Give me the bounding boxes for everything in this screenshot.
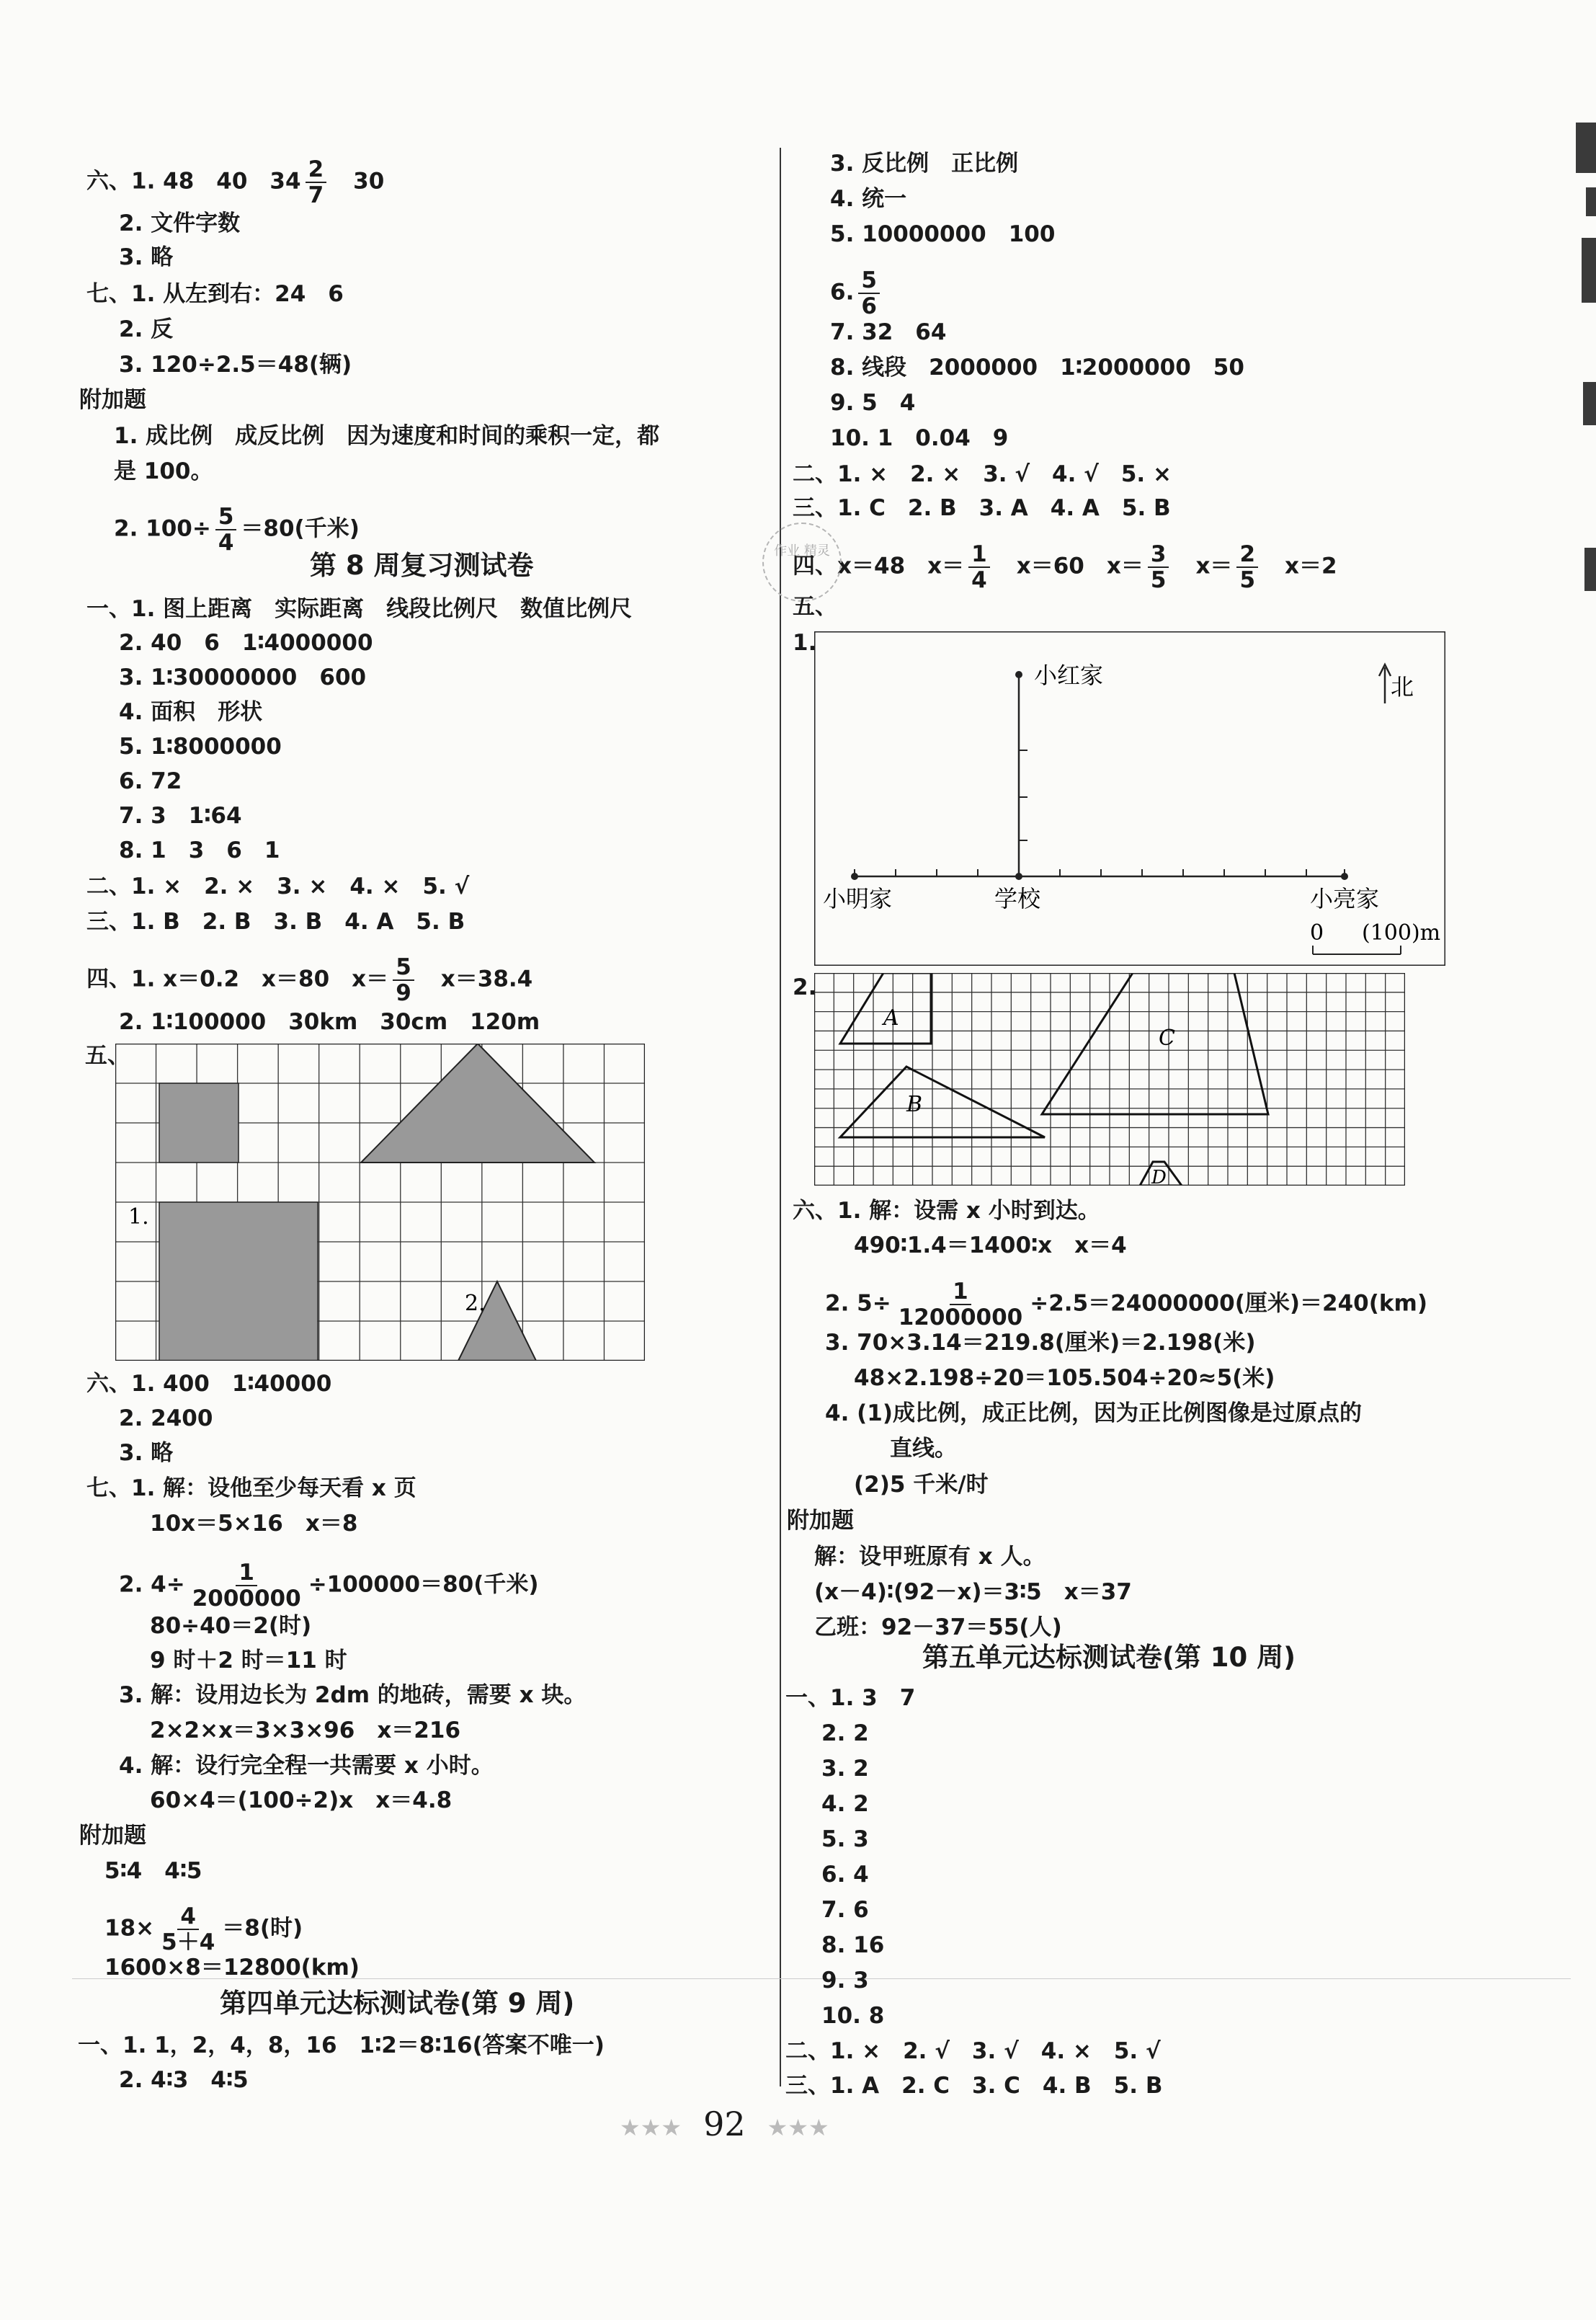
answer-line: 一、1. 3 7 xyxy=(785,1685,916,1711)
answer-line: 三、1. A 2. C 3. C 4. B 5. B xyxy=(785,2073,1163,2099)
answer-line: 5∶4 4∶5 xyxy=(104,1858,202,1884)
answer-line: 7. 6 xyxy=(821,1897,869,1923)
answer-line: 六、1. 400 1∶40000 xyxy=(86,1371,332,1397)
answer-line: 6. $\frac{5}{6}$ xyxy=(830,268,884,319)
section-title: 附加题 xyxy=(787,1508,854,1534)
answer-line: 直线。 xyxy=(890,1436,957,1462)
answer-line: 2. 40 6 1∶4000000 xyxy=(119,630,373,656)
scan-edge-mark xyxy=(1586,187,1596,216)
shaded-square xyxy=(159,1083,238,1163)
section-heading: 第四单元达标测试卷(第 9 周) xyxy=(220,1988,575,2019)
shapes-grid-figure xyxy=(814,973,1405,1186)
answer-line: 五、 xyxy=(793,594,837,620)
answer-line: 5. 1∶8000000 xyxy=(119,734,282,760)
fraction: $\frac{5}{4}$ xyxy=(215,505,237,555)
answer-line: 三、1. C 2. B 3. A 4. A 5. B xyxy=(793,495,1171,521)
page-number: 92 xyxy=(703,2105,746,2143)
answer-line: 3. 略 xyxy=(119,244,174,270)
grid-lines xyxy=(814,973,1405,1186)
shape-b xyxy=(840,1067,1045,1137)
answer-line: 2. 5÷ $\frac{1}{12000000}$ ÷2.5＝24000000(厘米)＝240(km) xyxy=(825,1279,1427,1330)
section-title: 附加题 xyxy=(79,1823,146,1849)
shaded-large-triangle xyxy=(361,1044,594,1163)
answer-line: 四、1. x＝0.2 x＝80 x＝ $\frac{5}{9}$ x＝38.4 xyxy=(86,954,533,1006)
scan-edge-mark xyxy=(1583,382,1596,425)
answer-line: 8. 1 3 6 1 xyxy=(119,837,280,863)
section-heading: 第五单元达标测试卷(第 10 周) xyxy=(922,1642,1296,1673)
footer-stars-right: ★★★ xyxy=(767,2114,829,2141)
answer-line: 7. 32 64 xyxy=(830,319,947,345)
answer-line: 3. 解：设用边长为 2dm 的地砖，需要 x 块。 xyxy=(119,1682,587,1708)
answer-line: 2. 4∶3 4∶5 xyxy=(119,2067,249,2093)
answer-line: 48×2.198÷20＝105.504÷20≈5(米) xyxy=(854,1365,1275,1391)
answer-line: (2)5 千米/时 xyxy=(854,1472,989,1498)
section-heading: 第 8 周复习测试卷 xyxy=(310,550,534,581)
fraction: $\frac{3}{5}$ xyxy=(1148,542,1169,592)
fraction: $\frac{4}{5+4}$ xyxy=(161,1903,215,1955)
answer-line: 2. 4÷ $\frac{1}{2000000}$ ÷100000＝80(千米) xyxy=(119,1560,539,1612)
answer-line: 3. 70×3.14＝219.8(厘米)＝2.198(米) xyxy=(825,1330,1256,1356)
answer-line: 4. 统一 xyxy=(830,186,907,212)
answer-line: 10x＝5×16 x＝8 xyxy=(150,1511,358,1537)
fraction: $\frac{2}{5}$ xyxy=(1236,542,1258,592)
shape-c xyxy=(1042,973,1268,1114)
answer-line: 9 时＋2 时＝11 时 xyxy=(150,1648,347,1674)
answer-line: 四、x＝48 x＝ $\frac{1}{4}$ x＝60 x＝ $\frac{3}{5}$ x＝ $\frac{2}{5}$ x＝2 xyxy=(793,541,1337,593)
map-figure xyxy=(814,631,1445,966)
answer-line: 2×2×x＝3×3×96 x＝216 xyxy=(150,1717,461,1743)
label-north: 北 xyxy=(1391,673,1414,701)
page-footer xyxy=(620,2105,829,2143)
answer-line: 60×4＝(100÷2)x x＝4.8 xyxy=(150,1787,453,1813)
answer-line: 2. 100÷ $\frac{5}{4}$ ＝80(千米) xyxy=(114,504,360,556)
answer-line: 5. 3 xyxy=(821,1826,869,1852)
answer-line: 80÷40＝2(时) xyxy=(150,1613,312,1639)
answer-line: 3. 反比例 正比例 xyxy=(830,151,1019,177)
answer-line: 18× $\frac{4}{5+4}$ ＝8(时) xyxy=(104,1903,303,1955)
scale-zero: 0 xyxy=(1310,920,1324,946)
answer-line: 三、1. B 2. B 3. B 4. A 5. B xyxy=(86,909,465,935)
answer-line: 2. 2 xyxy=(821,1720,869,1746)
answer-line: 10. 8 xyxy=(821,2003,885,2029)
answer-line: 5. 10000000 100 xyxy=(830,221,1056,247)
answer-line: 七、1. 从左到右：24 6 xyxy=(86,281,344,307)
scale-value: (100)m xyxy=(1362,920,1441,946)
answer-line: 1. 成比例 成反比例 因为速度和时间的乘积一定，都 xyxy=(114,423,660,449)
answer-line: 2. 2400 xyxy=(119,1405,213,1431)
grid-label-1: 1. xyxy=(128,1204,149,1230)
answer-line: 6. 4 xyxy=(821,1862,869,1888)
answer-line: 二、1. × 2. × 3. √ 4. √ 5. × xyxy=(793,461,1172,487)
scan-edge-mark xyxy=(1584,548,1596,591)
scan-edge-mark xyxy=(1582,238,1596,303)
answer-line: 490∶1.4＝1400∶x x＝4 xyxy=(854,1232,1127,1258)
answer-line: 六、1. 48 40 34 $\frac{2}{7}$ 30 xyxy=(86,156,385,208)
scan-edge-mark xyxy=(1576,123,1596,173)
answer-line: 7. 3 1∶64 xyxy=(119,803,242,829)
answer-line: 1. xyxy=(793,630,817,656)
answer-line: 是 100。 xyxy=(114,458,213,484)
answer-line: 6. 72 xyxy=(119,768,182,794)
footer-stars-left: ★★★ xyxy=(620,2114,682,2141)
label-xiaoliang: 小亮家 xyxy=(1310,885,1380,912)
shape-a-label: A xyxy=(883,1005,899,1031)
answer-line: 乙班：92－37＝55(人) xyxy=(814,1614,1062,1640)
answer-line: 二、1. × 2. √ 3. √ 4. × 5. √ xyxy=(785,2038,1161,2064)
shaded-large-rect xyxy=(159,1202,318,1361)
answer-line: 4. 2 xyxy=(821,1791,869,1817)
shape-b-label: B xyxy=(906,1092,923,1117)
answer-line: 8. 线段 2000000 1∶2000000 50 xyxy=(830,355,1244,381)
fraction: $\frac{2}{7}$ xyxy=(306,157,327,208)
answer-line: 9. 5 4 xyxy=(830,390,916,416)
fraction: $\frac{1}{12000000}$ xyxy=(898,1279,1023,1330)
answer-line: 2. 1∶100000 30km 30cm 120m xyxy=(119,1009,540,1035)
answer-line: 一、1. 1，2，4，8，16 1∶2＝8∶16(答案不唯一) xyxy=(78,2032,605,2058)
answer-line: 3. 1∶30000000 600 xyxy=(119,665,367,690)
shape-c-label: C xyxy=(1159,1026,1175,1051)
answer-line: 五、 xyxy=(85,1043,130,1069)
fraction: $\frac{1}{2000000}$ xyxy=(192,1560,301,1612)
fraction: $\frac{5}{6}$ xyxy=(858,268,880,319)
grid-label-2: 2. xyxy=(465,1291,486,1316)
answer-line: 一、1. 图上距离 实际距离 线段比例尺 数值比例尺 xyxy=(86,596,633,622)
answer-line: 4. (1)成比例，成正比例，因为正比例图像是过原点的 xyxy=(825,1400,1363,1426)
watermark-stamp: 作业 精灵 xyxy=(762,523,842,602)
answer-line: 二、1. × 2. × 3. × 4. × 5. √ xyxy=(86,874,470,899)
answer-line: 10. 1 0.04 9 xyxy=(830,425,1009,451)
answer-line: 3. 2 xyxy=(821,1756,869,1782)
fraction: $\frac{5}{9}$ xyxy=(393,955,414,1005)
shape-d-label: D xyxy=(1151,1167,1167,1186)
answer-line: 2. 反 xyxy=(119,316,174,342)
column-divider xyxy=(780,148,781,2086)
answer-line: 9. 3 xyxy=(821,1968,869,1994)
answer-line: 4. 解：设行完全程一共需要 x 小时。 xyxy=(119,1753,494,1779)
answer-line: 1600×8＝12800(km) xyxy=(104,1955,360,1981)
answer-line: (x－4)∶(92－x)＝3∶5 x＝37 xyxy=(814,1579,1132,1605)
left-grid-figure xyxy=(115,1044,645,1361)
answer-line: 2. 文件字数 xyxy=(119,210,241,236)
section-title: 附加题 xyxy=(79,387,146,413)
answer-line: 2. xyxy=(793,974,817,1000)
answer-line: 七、1. 解：设他至少每天看 x 页 xyxy=(86,1475,416,1501)
answer-line: 六、1. 解：设需 x 小时到达。 xyxy=(793,1198,1100,1224)
label-xiaoming: 小明家 xyxy=(823,885,893,912)
fraction: $\frac{1}{4}$ xyxy=(968,542,990,592)
answer-line: 4. 面积 形状 xyxy=(119,699,263,725)
answer-line: 8. 16 xyxy=(821,1932,885,1958)
label-school: 学校 xyxy=(994,885,1041,912)
axis-ticks xyxy=(855,869,1345,876)
answer-line: 3. 120÷2.5＝48(辆) xyxy=(119,352,352,378)
label-xiaohong: 小红家 xyxy=(1034,662,1104,689)
answer-line: 3. 略 xyxy=(119,1440,174,1466)
answer-line: 解：设甲班原有 x 人。 xyxy=(814,1544,1046,1570)
